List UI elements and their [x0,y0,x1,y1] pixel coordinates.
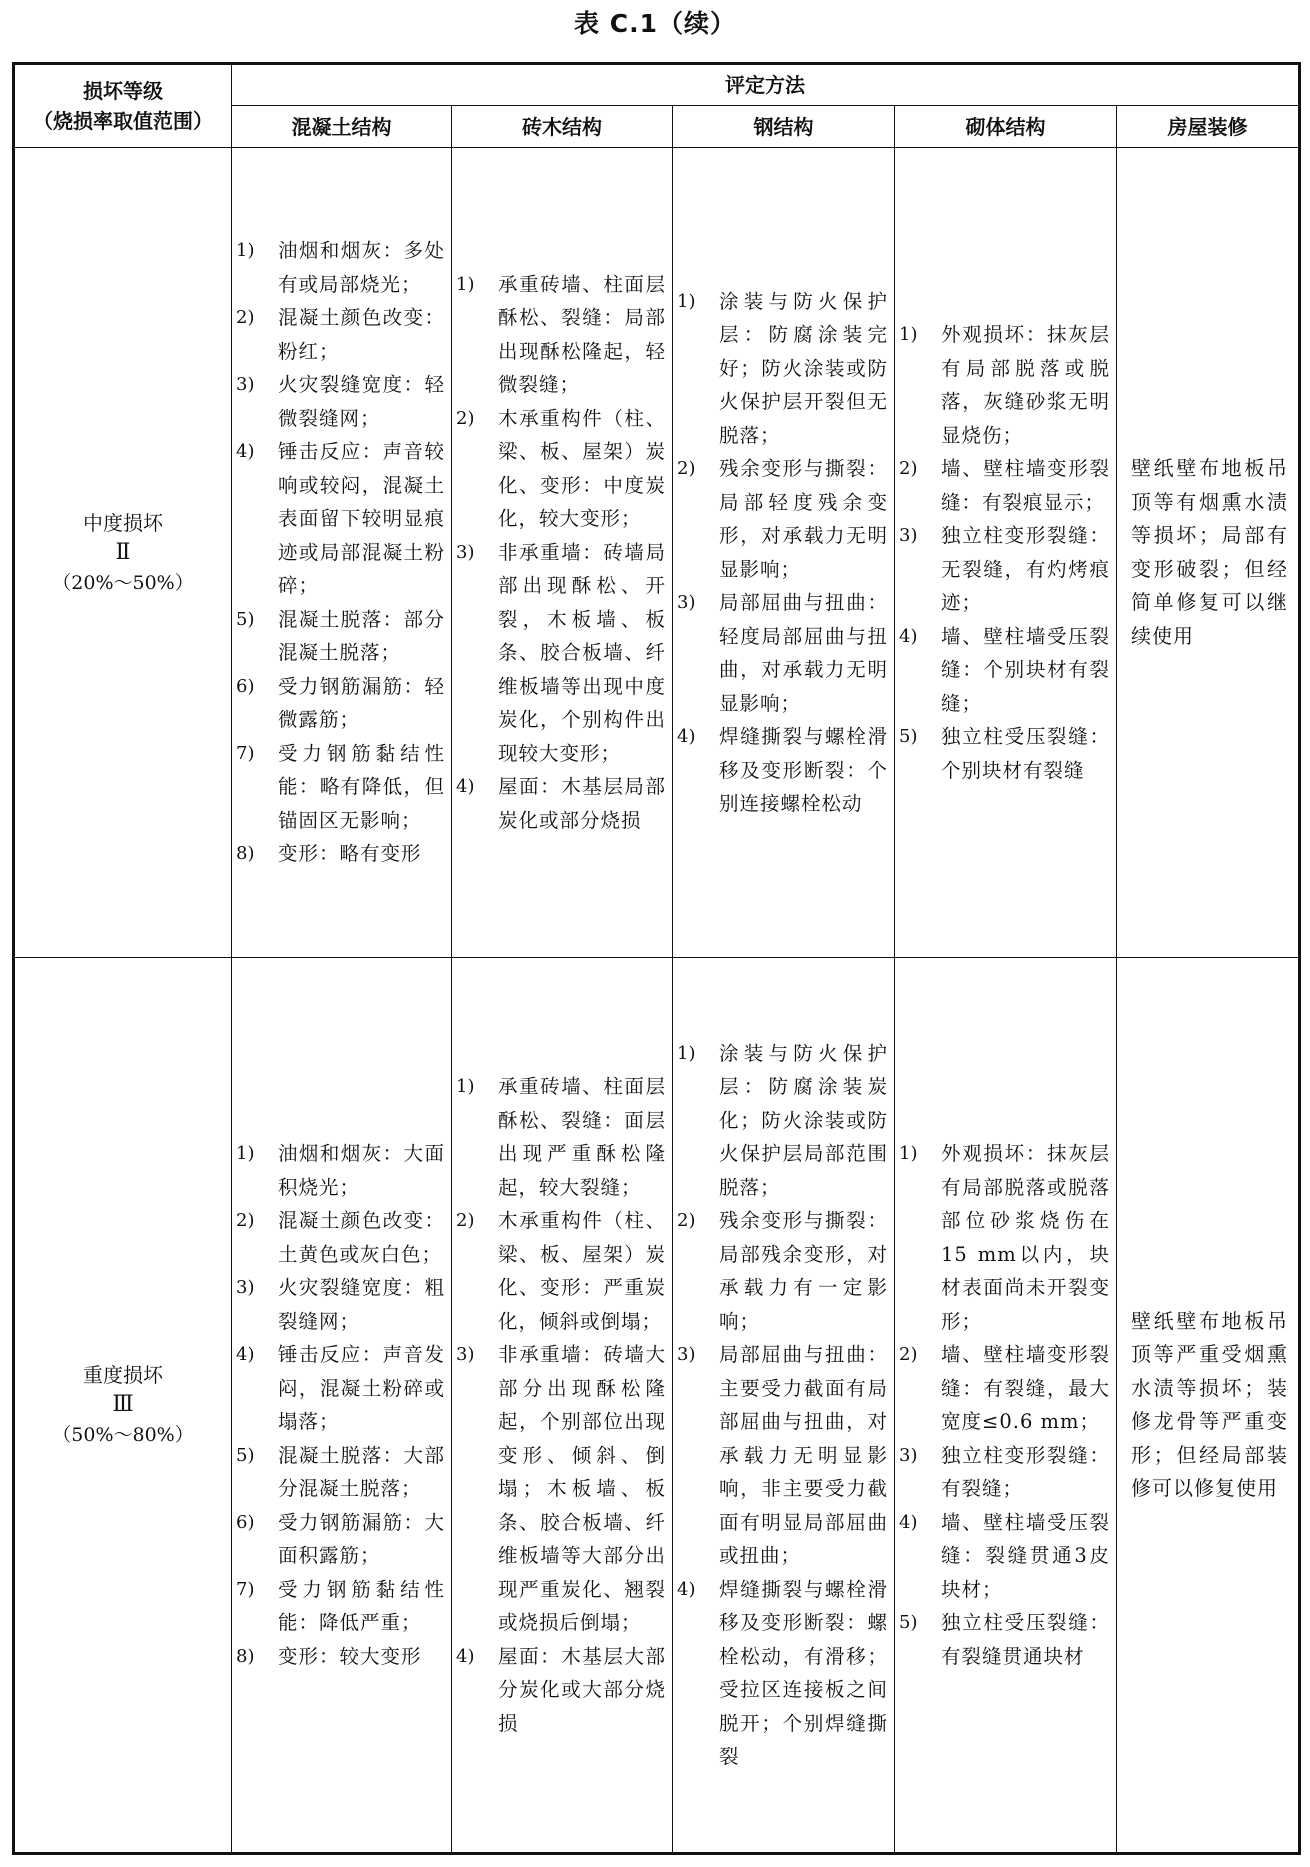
item-text: 混凝土颜色改变：粉红； [278,306,445,363]
list-item [899,1137,1110,1338]
list-item [899,452,1110,519]
item-number: 1) [677,1042,696,1064]
list-item [899,519,1110,620]
list-item [236,1204,445,1271]
damage-level-header-line1: 损坏等级 [83,79,163,103]
list-item [677,1338,888,1573]
list-item [236,670,445,737]
list-item [677,285,888,453]
list-item [677,452,888,586]
item-number: 8) [236,843,255,865]
item-number: 5) [899,1612,918,1633]
item-text: 变形：略有变形 [278,842,422,866]
item-text: 非承重墙：砖墙大部分出现酥松隆起，个别部位出现变形、倾斜、倒塌；木板墙、板条、胶合板墙、纤维板墙等大部分出现严重炭化、翘裂或烧损后倒塌； [498,1343,666,1634]
item-text: 变形：较大变形 [278,1644,422,1668]
list-item [236,1640,445,1674]
table-row [14,958,1300,1854]
list-item [456,1640,666,1741]
damage-level-range: （20%～50%） [52,571,194,594]
item-number: 2) [677,1210,696,1231]
item-text: 焊缝撕裂与螺栓滑移及变形断裂：螺栓松动，有滑移；受拉区连接板之间脱开；个别焊缝撕裂 [719,1577,888,1768]
list-item [236,1439,445,1506]
item-text: 木承重构件（柱、梁、板、屋架）炭化、变形：严重炭化，倾斜或倒塌； [498,1209,666,1333]
item-number: 4) [456,1645,475,1667]
list-item [899,1606,1110,1673]
list-item [456,770,666,837]
item-number: 2) [236,1210,255,1231]
damage-level-name: 中度损坏 [83,510,163,535]
item-text: 木承重构件（柱、梁、板、屋架）炭化、变形：中度炭化，较大变形； [498,406,666,531]
assessment-table [12,62,1301,1855]
steel-structure-cell [673,958,895,1854]
list-item [677,1573,888,1774]
damage-level-roman: Ⅱ [115,539,131,565]
item-number: 6) [236,1511,255,1533]
item-number: 1) [456,273,475,295]
header-row-1 [14,64,1300,106]
item-text: 混凝土颜色改变：土黄色或灰白色； [278,1209,445,1266]
steel-structure-cell [673,148,895,958]
item-text: 局部屈曲与扭曲：轻度局部屈曲与扭曲，对承载力无明显影响； [719,591,888,715]
item-text: 非承重墙：砖墙局部出现酥松、开裂，木板墙、板条、胶合板墙、纤维板墙等出现中度炭化，个别构件出现较大变形； [498,540,666,765]
table-row [14,148,1300,958]
column-header: 钢结构 [673,106,895,148]
list-item [677,1037,888,1205]
list-item [456,268,666,402]
item-text: 受力钢筋黏结性能：略有降低，但锚固区无影响； [278,741,445,832]
item-number: 4) [456,776,475,798]
item-text: 屋面：木基层局部炭化或部分烧损 [498,775,666,832]
item-number: 5) [899,726,918,747]
item-number: 2) [899,458,918,479]
list-item [899,720,1110,787]
item-text: 受力钢筋漏筋：大面积露筋； [278,1510,445,1567]
item-text: 受力钢筋黏结性能：降低严重； [278,1577,445,1634]
list-item [456,1070,666,1204]
damage-level-range: （50%～80%） [52,1424,194,1446]
item-number: 6) [236,675,255,697]
item-text: 墙、壁柱墙变形裂缝：有裂痕显示； [941,457,1110,514]
masonry-structure-cell [895,148,1117,958]
list-item [236,737,445,838]
column-header: 房屋装修 [1117,106,1300,148]
item-text: 涂装与防火保护层：防腐涂装炭化；防火涂装或防火保护层局部范围脱落； [719,1041,888,1199]
item-number: 7) [236,742,255,764]
list-item [677,720,888,821]
list-item [899,1338,1110,1439]
item-text: 墙、壁柱墙受压裂缝：裂缝贯通3皮块材； [941,1510,1110,1601]
item-text: 承重砖墙、柱面层酥松、裂缝：面层出现严重酥松隆起，较大裂缝； [498,1075,666,1199]
item-number: 2) [456,1210,475,1231]
item-number: 4) [236,1344,255,1365]
item-text: 油烟和烟灰：多处有或局部烧光； [278,239,445,296]
item-text: 外观损坏：抹灰层有局部脱落或脱落部位砂浆烧伤在15 mm以内，块材表面尚未开裂变形； [941,1142,1110,1333]
item-number: 3) [677,1344,696,1365]
item-number: 2) [456,407,475,429]
damage-level-cell [14,958,232,1854]
list-item [899,318,1110,452]
item-text: 外观损坏：抹灰层有局部脱落或脱落，灰缝砂浆无明显烧伤； [941,323,1110,447]
item-number: 1) [677,290,696,312]
list-item [236,301,445,368]
item-number: 3) [456,1344,475,1365]
item-text: 火灾裂缝宽度：粗裂缝网； [278,1276,445,1333]
list-item [236,234,445,301]
list-item [236,1137,445,1204]
list-item [236,1338,445,1439]
item-number: 1) [236,240,255,262]
item-text: 独立柱受压裂缝：个别块材有裂缝 [941,725,1110,782]
item-text: 墙、壁柱墙受压裂缝：个别块材有裂缝； [941,624,1110,715]
item-number: 4) [677,1578,696,1600]
item-text: 屋面：木基层大部分炭化或大部分烧损 [498,1644,666,1735]
item-text: 涂装与防火保护层：防腐涂装完好；防火涂装或防火保护层开裂但无脱落； [719,289,888,447]
list-item [677,586,888,720]
item-number: 3) [236,1277,255,1298]
item-number: 3) [899,1444,918,1466]
column-header: 砖木结构 [452,106,673,148]
item-number: 3) [677,592,696,613]
list-item [899,620,1110,721]
column-header: 混凝土结构 [232,106,452,148]
item-number: 3) [899,525,918,546]
list-item [236,368,445,435]
item-number: 1) [456,1076,475,1097]
item-number: 3) [456,541,475,563]
list-item [236,1506,445,1573]
list-item [236,603,445,670]
method-header: 评定方法 [232,64,1300,106]
item-number: 2) [899,1344,918,1365]
item-number: 4) [899,1511,918,1533]
list-item [677,1204,888,1338]
item-number: 5) [236,608,255,630]
brick-wood-structure-cell [452,148,673,958]
list-item [236,435,445,603]
column-header: 砌体结构 [895,106,1117,148]
item-number: 4) [236,441,255,463]
list-item [456,1204,666,1338]
item-text: 墙、壁柱墙变形裂缝：有裂缝，最大宽度≤0.6 mm； [941,1343,1110,1433]
item-text: 锤击反应：声音发闷，混凝土粉碎或塌落； [278,1343,445,1433]
item-text: 油烟和烟灰：大面积烧光； [278,1142,445,1199]
table-title: 表 C.1（续） [574,9,736,38]
item-text: 受力钢筋漏筋：轻微露筋； [278,674,445,732]
damage-level-roman: Ⅲ [112,1392,134,1417]
item-text: 独立柱变形裂缝：有裂缝； [941,1443,1110,1500]
item-text: 混凝土脱落：部分混凝土脱落； [278,607,445,665]
item-number: 2) [677,458,696,479]
concrete-structure-cell [232,148,452,958]
list-item [236,837,445,871]
item-text: 残余变形与撕裂：局部轻度残余变形，对承载力无明显影响； [719,457,888,581]
item-text: 焊缝撕裂与螺栓滑移及变形断裂：个别连接螺栓松动 [719,725,888,815]
decoration-cell: 壁纸壁布地板吊顶等有烟熏水渍等损坏；局部有变形破裂；但经简单修复可以继续使用 [1117,148,1300,958]
damage-level-header [14,64,232,148]
item-number: 5) [236,1444,255,1466]
list-item [236,1573,445,1640]
list-item [456,1338,666,1640]
item-text: 独立柱变形裂缝：无裂缝，有灼烤痕迹； [941,524,1110,614]
masonry-structure-cell [895,958,1117,1854]
damage-level-name: 重度损坏 [83,1363,163,1387]
concrete-structure-cell [232,958,452,1854]
item-number: 3) [236,374,255,396]
item-number: 7) [236,1578,255,1600]
item-text: 承重砖墙、柱面层酥松、裂缝：局部出现酥松隆起，轻微裂缝； [498,272,666,397]
list-item [236,1271,445,1338]
item-text: 独立柱受压裂缝：有裂缝贯通块材 [941,1611,1110,1668]
list-item [456,536,666,771]
item-number: 1) [899,1143,918,1164]
list-item [899,1439,1110,1506]
item-text: 混凝土脱落：大部分混凝土脱落； [278,1443,445,1500]
brick-wood-structure-cell [452,958,673,1854]
damage-level-header-line2: （烧损率取值范围） [33,109,213,133]
item-number: 1) [236,1143,255,1164]
list-item [456,402,666,536]
item-number: 1) [899,324,918,345]
list-item [899,1506,1110,1607]
damage-level-cell [14,148,232,958]
item-text: 残余变形与撕裂：局部残余变形，对承载力有一定影响； [719,1209,888,1333]
item-number: 4) [899,625,918,647]
item-text: 局部屈曲与扭曲：主要受力截面有局部屈曲与扭曲，对承载力无明显影响，非主要受力截面有明显局部屈曲或扭曲； [719,1343,888,1567]
item-text: 锤击反应：声音较响或较闷，混凝土表面留下较明显痕迹或局部混凝土粉碎； [278,440,445,598]
decoration-cell: 壁纸壁布地板吊顶等严重受烟熏水渍等损坏；装修龙骨等严重变形；但经局部装修可以修复使用 [1117,958,1300,1854]
item-number: 8) [236,1645,255,1667]
item-number: 4) [677,726,696,747]
item-text: 火灾裂缝宽度：轻微裂缝网； [278,373,445,430]
item-number: 2) [236,307,255,329]
